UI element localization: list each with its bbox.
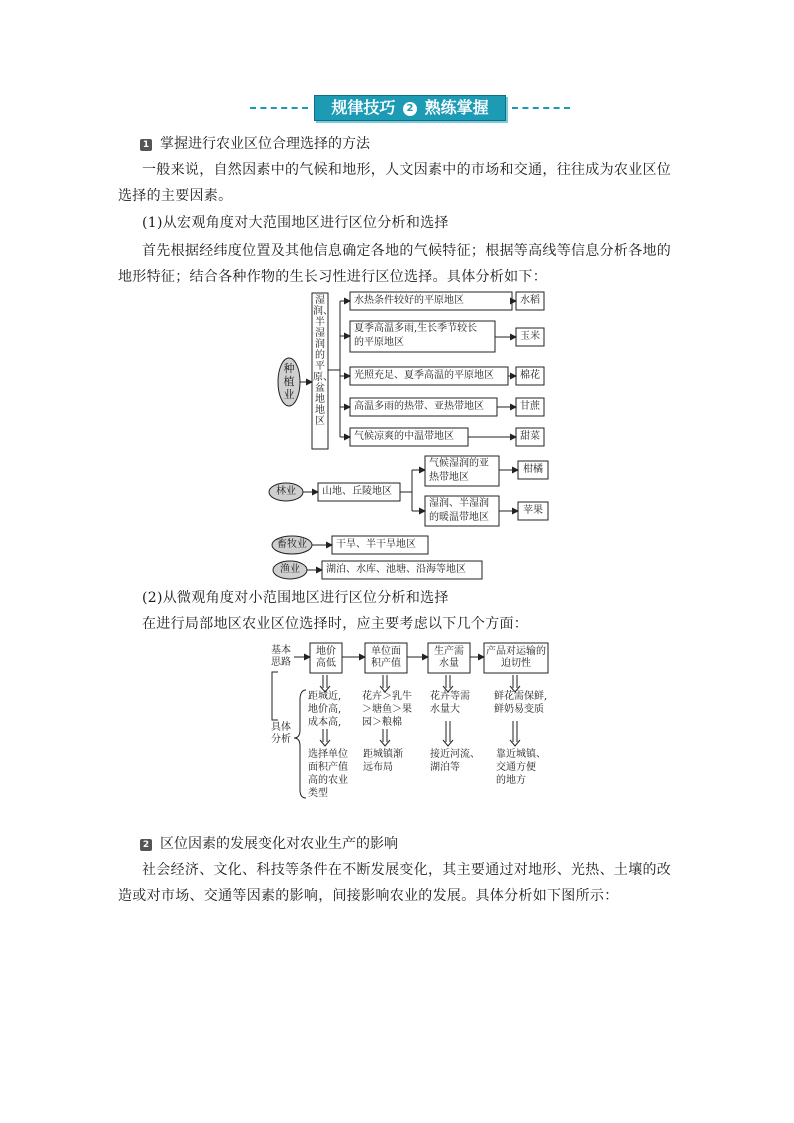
- bottom-text: [363, 748, 403, 774]
- forest-cond-label: 气候湿润的亚: [429, 458, 489, 469]
- mid-line: ＞塘鱼＞果: [362, 704, 412, 715]
- factor-label: 单位面积产值: [371, 646, 401, 669]
- bottom-line: 选择单位: [308, 749, 348, 760]
- crop-label: 甘蔗: [520, 401, 540, 412]
- bottom-line: 的地方: [496, 775, 526, 786]
- banner-title-left: 规律技巧: [331, 98, 396, 117]
- forest-cond-label: 热带地区: [429, 472, 469, 483]
- linye-label: 林业: [276, 486, 296, 497]
- forest-cond-label: 湿润、半湿润: [429, 498, 489, 509]
- double-arrow-icon: [510, 721, 520, 746]
- forest-crop-label: 柑橘: [523, 464, 543, 475]
- crop-label: 水稻: [520, 295, 540, 306]
- crop-label: 甜菜: [520, 431, 540, 442]
- cond-label: 气候凉爽的中温带地区: [354, 431, 454, 442]
- section-number-badge: 1: [140, 139, 152, 151]
- bottom-text: [308, 748, 348, 800]
- outro-paragraph: 社会经济、文化、科技等条件在不断发展变化，其主要通过对地形、光热、土壤的改造或对市场、交通等因素的影响，间接影响农业的发展。具体分析如下图所示：: [118, 862, 672, 904]
- mid-text: [430, 690, 470, 716]
- mid-line: 距城近,: [308, 691, 342, 702]
- cond-label: 高温多雨的热带、亚热带地区: [354, 401, 484, 412]
- specific-analysis-label: 具体分析: [271, 722, 291, 745]
- mid-text: [362, 690, 412, 729]
- cond-label: 水热条件较好的平原地区: [354, 295, 464, 306]
- crop-label: 棉花: [520, 370, 540, 381]
- bottom-line: 高的农业: [308, 775, 348, 786]
- cond-label: 光照充足、夏季高温的平原地区: [354, 370, 494, 381]
- mid-line: 鲜花需保鲜,: [494, 691, 548, 702]
- cond-label: 夏季高温多雨,生长季节较长: [354, 323, 478, 334]
- mid-text: [494, 690, 547, 716]
- section-2-heading: [140, 833, 398, 853]
- bottom-line: 类型: [308, 788, 328, 799]
- crop-label: 玉米: [520, 331, 540, 342]
- bottom-line: 远布局: [363, 762, 393, 773]
- mid-line: 鲜奶易变质: [494, 704, 544, 715]
- dry-label: 干旱、半干旱地区: [336, 539, 416, 550]
- mid-line: 花卉等需: [430, 691, 470, 702]
- mid-line: 地价高,: [308, 704, 342, 715]
- forest-cond-label: 的暖温带地区: [429, 512, 489, 523]
- zhongzhi-label: 种植业: [283, 362, 295, 401]
- forest-crop-label: 苹果: [523, 505, 543, 516]
- double-arrow-icon: [320, 729, 330, 746]
- intro-paragraph: 一般来说，自然因素中的气候和地形，人文因素中的市场和交通，往往成为农业区位选择的主要因素。: [118, 162, 672, 204]
- mid-line: 水量大: [430, 704, 460, 715]
- mid-line: 园＞粮棉: [362, 717, 402, 728]
- cond-label: 的平原地区: [354, 337, 404, 348]
- section-1-title: 掌握进行农业区位合理选择的方法: [160, 136, 370, 152]
- banner-title-right: 熟练掌握: [424, 98, 489, 117]
- banner-badge-number: 2: [406, 103, 414, 114]
- basic-thought-label: 基本思路: [271, 645, 291, 668]
- factor-label: 地价高低: [316, 646, 336, 669]
- section-number-badge: 2: [140, 839, 152, 851]
- section-2-title: 区位因素的发展变化对农业生产的影响: [160, 836, 398, 852]
- double-arrow-icon: [380, 729, 390, 746]
- mid-line: 成本高,: [308, 717, 342, 728]
- plain-label: 湿润、半湿润的平原、盆地地区: [313, 295, 333, 427]
- water-label: 湖泊、水库、池塘、沿海等地区: [326, 564, 466, 575]
- factor-label: 产品对运输的迫切性: [486, 646, 546, 669]
- bottom-text: [496, 748, 546, 787]
- double-arrow-icon: [443, 721, 453, 746]
- bottom-line: 靠近城镇、: [496, 749, 546, 760]
- hill-label: 山地、丘陵地区: [322, 486, 392, 497]
- part2-heading: (2)从微观角度对小范围地区进行区位分析和选择: [142, 590, 449, 606]
- part2-paragraph: 在进行局部地区农业区位选择时，应主要考虑以下几个方面：: [142, 616, 529, 632]
- bottom-text: [430, 748, 480, 774]
- part1-heading: (1)从宏观角度对大范围地区进行区位分析和选择: [142, 215, 449, 231]
- factor-label: 生产需水量: [434, 646, 464, 669]
- mid-text: [308, 690, 341, 729]
- bottom-line: 距城镇渐: [363, 749, 403, 760]
- bottom-line: 交通方便: [496, 762, 536, 773]
- mid-line: 花卉＞乳牛: [362, 691, 412, 702]
- yuye-label: 渔业: [280, 564, 300, 575]
- bottom-line: 面积产值: [308, 762, 348, 773]
- bottom-line: 接近河流、: [430, 749, 480, 760]
- part1-paragraph: 首先根据经纬度位置及其他信息确定各地的气候特征；根据等高线等信息分析各地的地形特征；结合各种作物的生长习性进行区位选择。具体分析如下：: [118, 243, 672, 285]
- xumu-label: 畜牧业: [277, 539, 307, 550]
- bottom-line: 湖泊等: [430, 762, 460, 773]
